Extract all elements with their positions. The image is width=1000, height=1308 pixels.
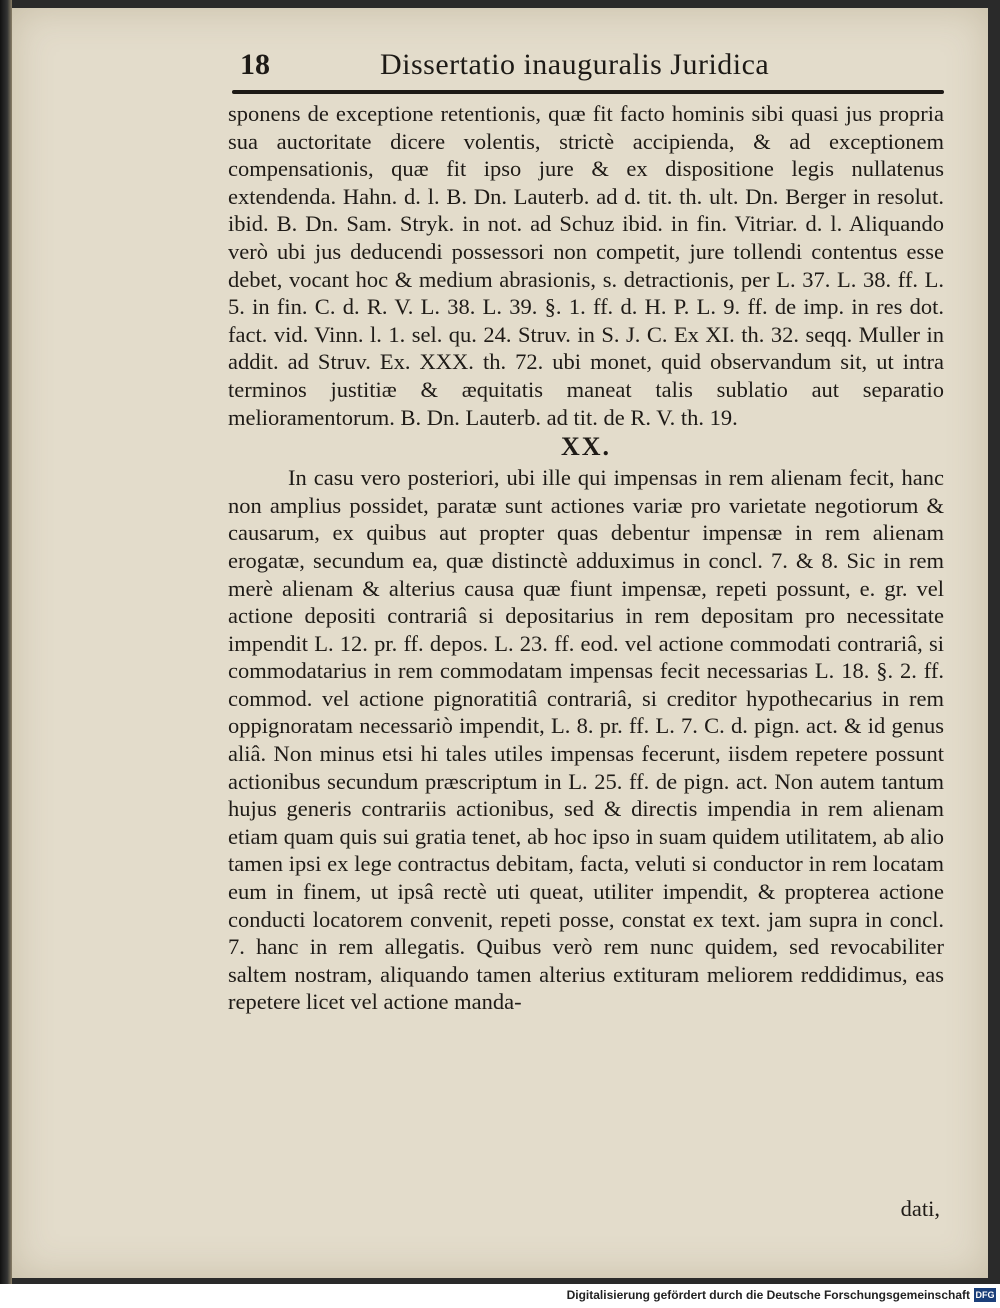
paragraph-continuation: sponens de exceptione retentionis, quæ fit facto hominis sibi quasi jus propria sua auctoritate dicere volentis, strictè accipienda, & ad exceptionem compensationis, quæ fit ipso jure & ex dispositione legis nullatenus extendenda. Hahn. d. l. B. Dn. Lauterb. ad d. tit. th. ult. Dn. Berger in resolut. ibid. B. Dn. Sam. Stryk. in not. ad Schuz ibid. in fin. Vitriar. d. l. Aliquando verò ubi jus deducendi possessori non competit, jure tollendi contentus esse debet, vocant hoc & medium abrasionis, s. detractionis, per L. 37. L. 38. ff. L. 5. in fin. C. d. R. V. L. 38. L. 39. §. 1. ff. d. H. P. L. 9. ff. de imp. in res dot. fact. vid. Vinn. l. 1. sel. qu. 24. Struv. in S. J. C. Ex XI. th. 32. seqq. Muller in addit. ad Struv. Ex. XXX. th. 72. ubi monet, quid observandum sit, ut intra terminos justitiæ & æquitatis maneat talis sublatio aut separatio melioramentorum. B. Dn. Lauterb. ad tit. de R. V. th. 19. <box>228 101 944 430</box>
running-title: Dissertatio inauguralis Juridica <box>380 48 770 81</box>
scan-frame-edge <box>0 0 12 1308</box>
header-rule <box>232 90 944 94</box>
dfg-logo-icon: DFG <box>975 1290 995 1300</box>
text-block <box>228 100 944 1016</box>
page-header <box>240 48 940 88</box>
digitization-footer <box>0 1284 1000 1308</box>
funding-credit: Digitalisierung gefördert durch die Deutsche Forschungsgemeinschaft <box>566 1288 970 1302</box>
catchword: dati, <box>900 1196 940 1221</box>
paragraph-section-xx: In casu vero posteriori, ubi ille qui impensas in rem alienam fecit, hanc non amplius possidet, paratæ sunt actiones variæ pro varietate negotiorum & causarum, ex quibus aut propter quas debentur impensæ in rem alienam erogatæ, secundum ea, quæ distinctè adduximus in concl. 7. & 8. Sic in rem merè alienam & alterius causa quæ fiunt impensæ, repeti possunt, e. gr. vel actione depositi contrariâ si depositarius in rem depositam pro necessitate impendit L. 12. pr. ff. depos. L. 23. ff. eod. vel actione commodati contrariâ, si commodatarius in rem commodatam impensas fecit necessarias L. 18. §. 2. ff. commod. vel actione pignoratitiâ contrariâ, si creditor hypothecarius in rem oppignoratam necessariò impendit, L. 8. pr. ff. L. 7. C. d. pign. act. & id genus aliâ. Non minus etsi hi tales utiles impensas fecerunt, iisdem repetere possunt actionibus secundum præscriptum in L. 25. ff. de pign. act. Non autem tantum hujus generis contrariis actionibus, sed & directis impendia in rem alienam etiam quam quis sui gratia tenet, ab hoc ipso in suam quidem utilitatem, ab alio tamen ipsi ex lege contractus debitam, facta, veluti si conductor in rem locatam eum in finem, ut ipsâ rectè uti queat, utiliter impendit, & propterea actione conducti locatorem convenit, repeti posse, constat ex text. jam supra in concl. 7. hanc in rem allegatis. Quibus verò rem nunc quidem, sed revocabiliter saltem nostram, aliquando tamen alterius extituram meliorem reddidimus, eas repetere licet vel actione manda- <box>228 465 944 1015</box>
section-heading: XX. <box>560 432 612 462</box>
page-number: 18 <box>240 48 270 81</box>
